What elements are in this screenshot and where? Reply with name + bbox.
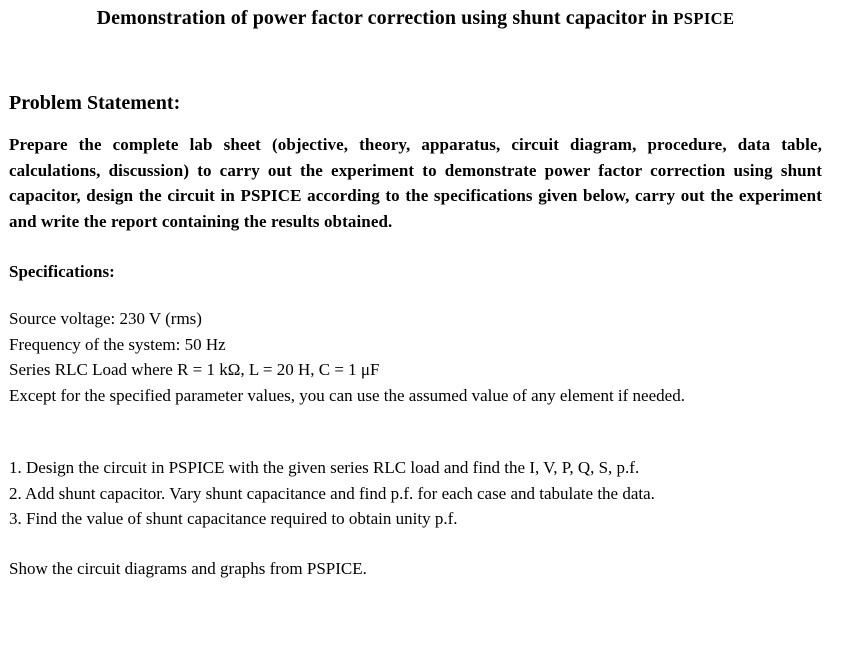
spec-line-source-voltage: Source voltage: 230 V (rms) — [9, 309, 202, 328]
spec-line-frequency: Frequency of the system: 50 Hz — [9, 334, 226, 354]
spec-line-rlc-load: Series RLC Load where R = 1 kΩ, L = 20 H, C = 1 μF — [9, 360, 380, 379]
spec-line-assumed-values: Except for the specified parameter values, you can use the assumed value of any element if needed. — [9, 385, 685, 405]
specifications-list — [9, 306, 822, 408]
pspice-wordmark: PSPICE — [673, 9, 735, 28]
specifications-heading: Specifications: — [9, 262, 115, 281]
problem-statement-heading: Problem Statement: — [9, 92, 181, 114]
document-title-text: Demonstration of power factor correction using shunt capacitor in — [96, 7, 674, 29]
task-item-3: 3. Find the value of shunt capacitance required to obtain unity p.f. — [9, 509, 458, 528]
task-list — [9, 455, 822, 532]
problem-statement-paragraph: Prepare the complete lab sheet (objective, theory, apparatus, circuit diagram, procedure, data table, calculations, discussion) to carry out the experiment to demonstrate power factor correction using shunt capacitor, design the circuit in PSPICE according to the specifications given below, carry out the experiment and write the report containing the results obtained. — [9, 135, 822, 231]
task-item-2: 2. Add shunt capacitor. Vary shunt capacitance and find p.f. for each case and tabulate the data. — [9, 483, 655, 503]
task-item-1: 1. Design the circuit in PSPICE with the given series RLC load and find the I, V, P, Q, S, p.f. — [9, 458, 640, 477]
document-title — [9, 5, 822, 32]
closing-note: Show the circuit diagrams and graphs from PSPICE. — [9, 558, 367, 578]
